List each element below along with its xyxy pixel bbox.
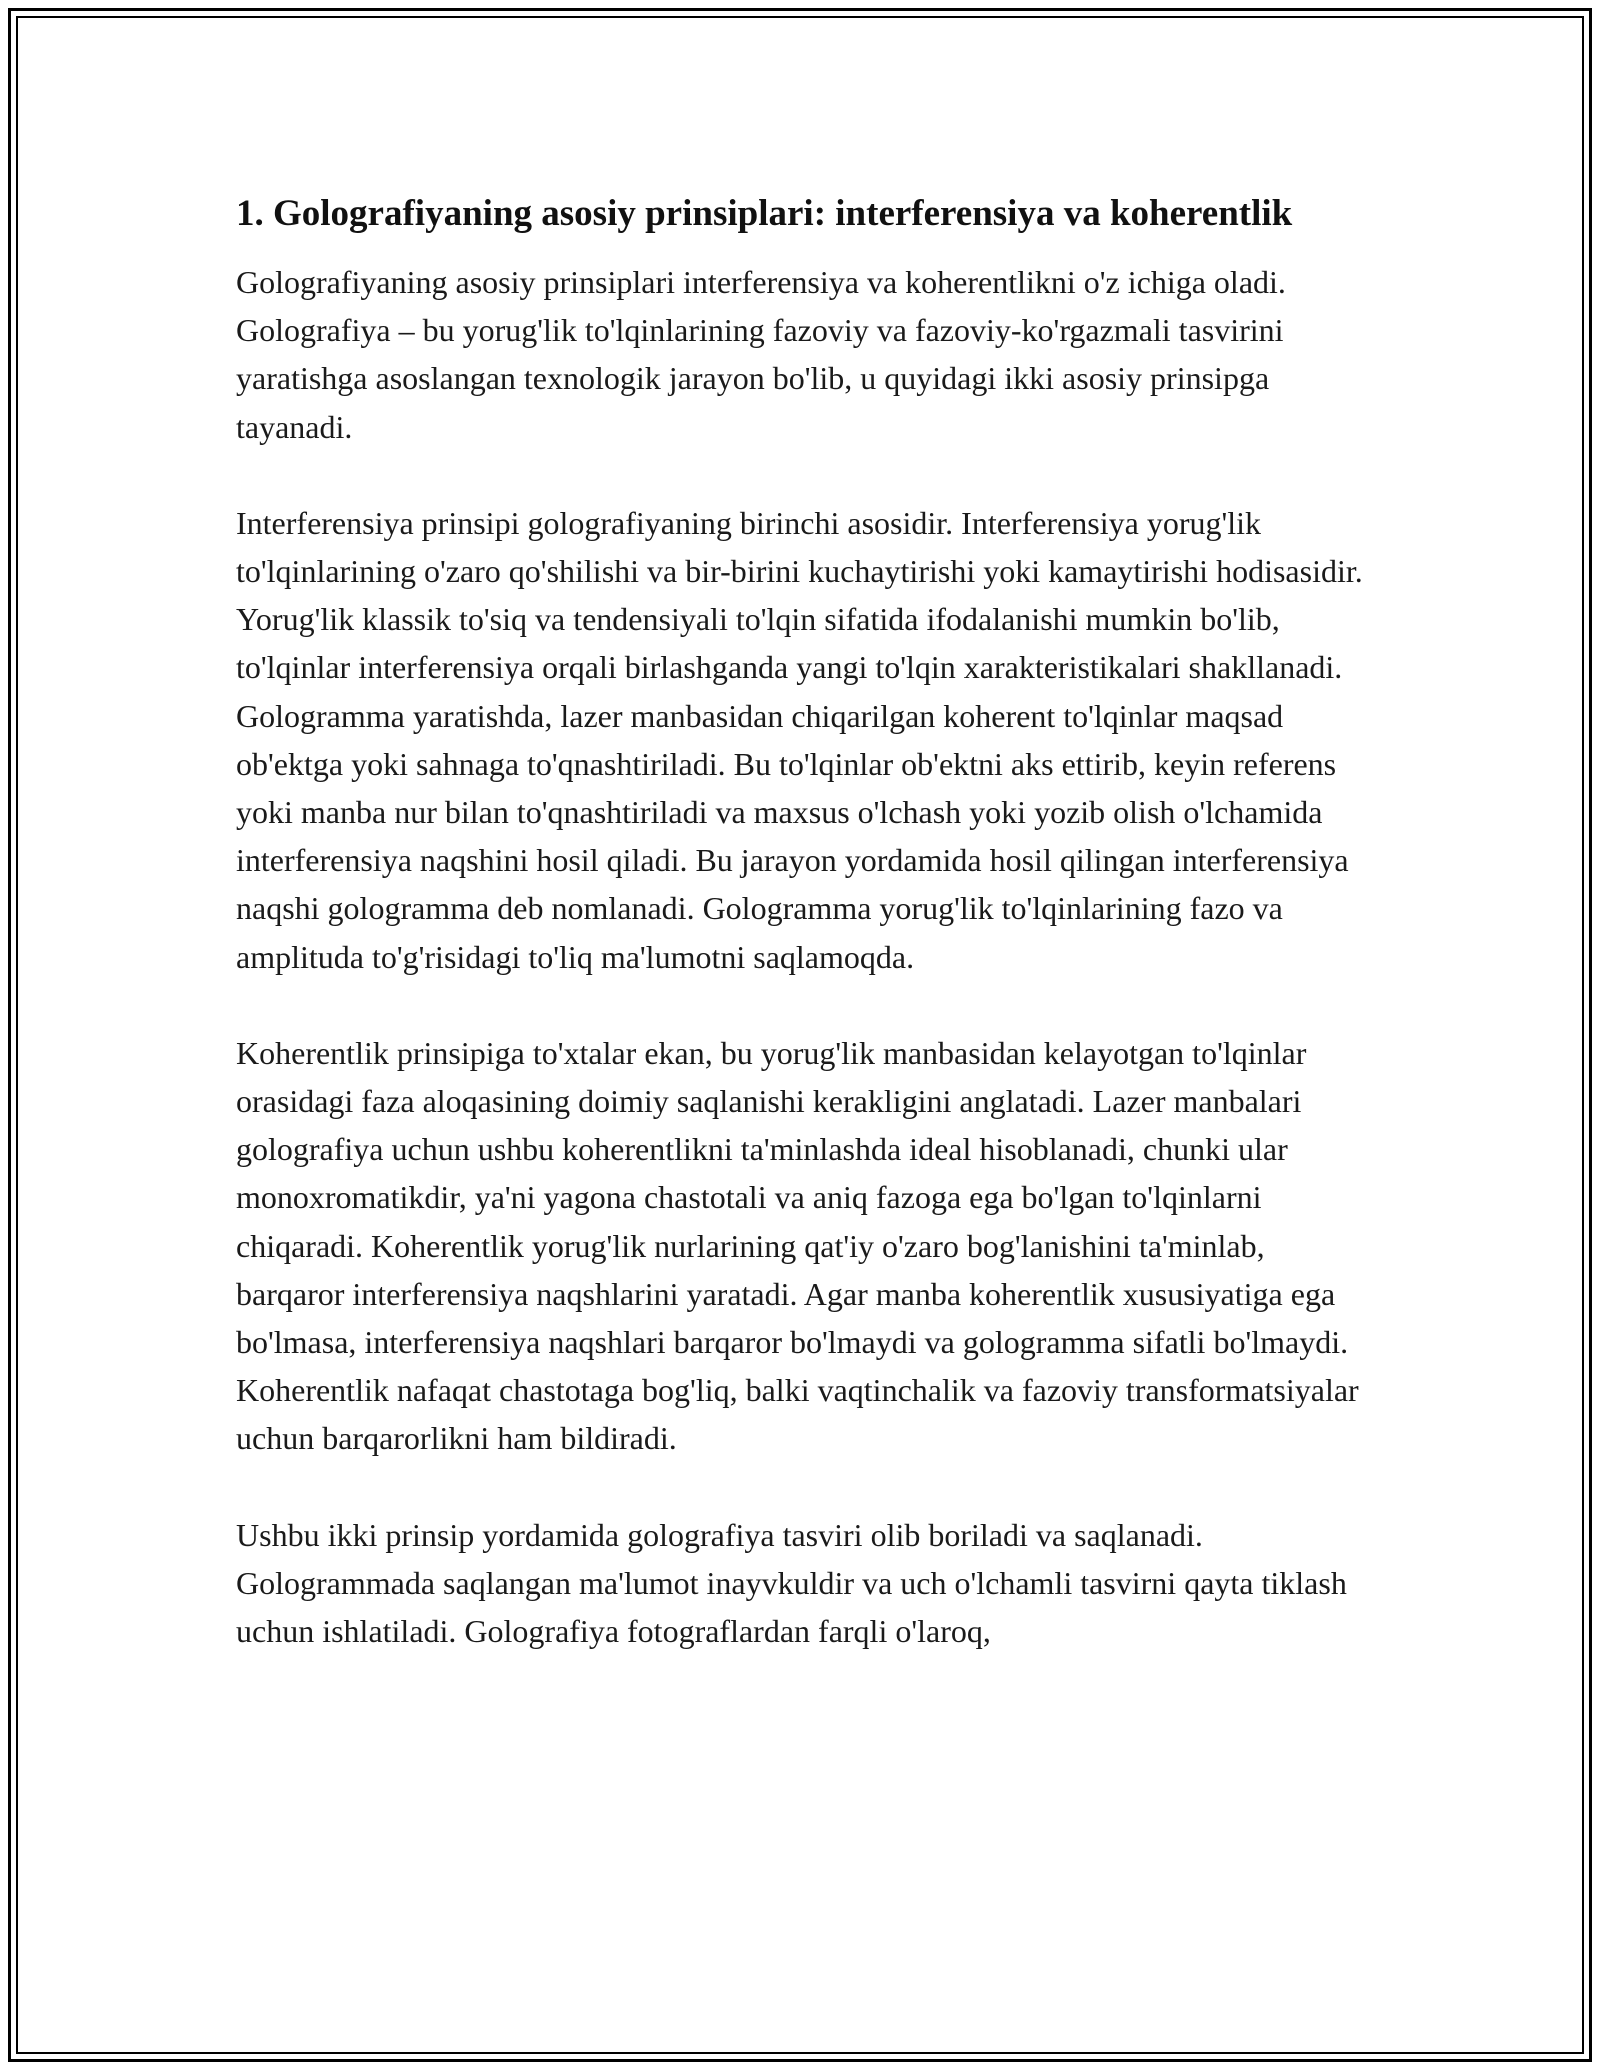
paragraph-conclusion: Ushbu ikki prinsip yordamida golografiya tasviri olib boriladi va saqlanadi. Gologrammada saqlangan ma'lumot inayvkuldir va uch o'lchamli tasvirni qayta tiklash uchun ishlatiladi. Golografiya fotograflardan farqli o'laroq, xyxy=(236,1516,1347,1650)
section-heading: 1. Golografiyaning asosiy prinsiplari: interferensiya va koherentlik xyxy=(236,193,1293,234)
paragraph-intro: Golografiyaning asosiy prinsiplari interferensiya va koherentlikni o'z ichiga oladi. Golografiya – bu yorug'lik to'lqinlarining fazoviy va fazoviy-ko'rgazmali tasvirini yaratishga asoslangan texnologik jarayon bo'lib, u quyidagi ikki asosiy prinsipga tayanadi. xyxy=(236,264,1286,445)
paragraph-interference: Interferensiya prinsipi golografiyaning birinchi asosidir. Interferensiya yorug'lik to'lqinlarining o'zaro qo'shilishi va bir-birini kuchaytirishi yoki kamaytirishi hodisasidir. Yorug'lik klassik to'siq va tendensiyali to'lqin sifatida ifodalanishi mumkin bo'lib, to'lqinlar interferensiya orqali birlashganda yangi to'lqin xarakteristikalari shakllanadi. Gologramma yaratishda, lazer manbasidan chiqarilgan koherent to'lqinlar maqsad ob'ektga yoki sahnaga to'qnashtiriladi. Bu to'lqinlar ob'ektni aks ettirib, keyin referens yoki manba nur bilan to'qnashtiriladi va maxsus o'lchash yoki yozib olish o'lchamida interferensiya naqshini hosil qiladi. Bu jarayon yordamida hosil qilingan interferensiya naqshi gologramma deb nomlanadi. Gologramma yorug'lik to'lqinlarining fazo va amplituda to'g'risidagi to'liq ma'lumotni saqlamoqda. xyxy=(236,504,1363,975)
paragraph-coherence: Koherentlik prinsipiga to'xtalar ekan, bu yorug'lik manbasidan kelayotgan to'lqinlar orasidagi faza aloqasining doimiy saqlanishi kerakligini anglatadi. Lazer manbalari golografiya uchun ushbu koherentlikni ta'minlashda ideal hisoblanadi, chunki ular monoxromatikdir, ya'ni yagona chastotali va aniq fazoga ega bo'lgan to'lqinlarni chiqaradi. Koherentlik yorug'lik nurlarining qat'iy o'zaro bog'lanishini ta'minlab, barqaror interferensiya naqshlarini yaratadi. Agar manba koherentlik xususiyatiga ega bo'lmasa, interferensiya naqshlari barqaror bo'lmaydi va gologramma sifatli bo'lmaydi. Koherentlik nafaqat chastotaga bog'liq, balki vaqtinchalik va fazoviy transformatsiyalar uchun barqarorlikni ham bildiradi. xyxy=(236,1034,1359,1457)
document-body xyxy=(236,186,1366,1703)
